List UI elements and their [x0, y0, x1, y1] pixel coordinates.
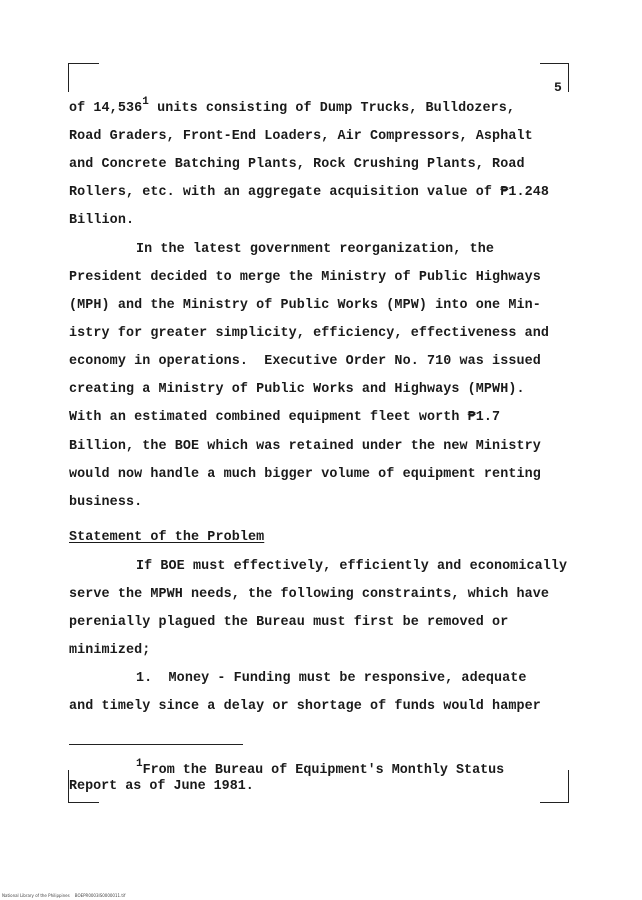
corner-mark-top-left — [68, 63, 99, 92]
text-line: istry for greater simplicity, efficiency, effectiveness and — [69, 326, 550, 341]
text-line: With an estimated combined equipment fleet worth ₱1.7 — [69, 410, 501, 425]
page-number: 5 — [554, 80, 562, 95]
text-line: perenially plagued the Bureau must first be removed or — [69, 615, 509, 630]
footnote-divider — [69, 744, 243, 745]
text-line: If BOE must effectively, efficiently and economically — [136, 559, 568, 574]
footnote-ref: 1 — [142, 95, 149, 108]
section-heading: Statement of the Problem — [69, 530, 265, 545]
corner-mark-bottom-right — [540, 770, 569, 803]
text-line: and timely since a delay or shortage of funds would hamper — [69, 699, 541, 714]
text-line: creating a Ministry of Public Works and Highways (MPWH). — [69, 382, 525, 397]
footnote-line: $^1$From the Bureau of Equipment's Monthly Status — [136, 757, 505, 778]
footnote-marker: 1 — [136, 757, 143, 770]
footnote-line: Report as of June 1981. — [69, 779, 254, 794]
text-line: Rollers, etc. with an aggregate acquisition value of ₱1.248 — [69, 185, 550, 200]
text-line: 1. Money - Funding must be responsive, adequate — [136, 671, 527, 686]
text-line: In the latest government reorganization, the — [136, 242, 494, 257]
text-line: business. — [69, 495, 143, 510]
text-line: and Concrete Batching Plants, Rock Crushing Plants, Road — [69, 157, 525, 172]
text-line: economy in operations. Executive Order No. 710 was issued — [69, 354, 541, 369]
text-line: Road Graders, Front-End Loaders, Air Compressors, Asphalt — [69, 129, 533, 144]
text-line: of 14,536$^1$ units consisting of Dump Trucks, Bulldozers, — [69, 95, 516, 116]
text-line: would now handle a much bigger volume of equipment renting — [69, 467, 541, 482]
text-line: President decided to merge the Ministry of Public Highways — [69, 270, 541, 285]
text-line: minimized; — [69, 643, 151, 658]
text-line: Billion, the BOE which was retained under the new Ministry — [69, 439, 541, 454]
text-line: serve the MPWH needs, the following constraints, which have — [69, 587, 550, 602]
archive-stamp: National Library of the Philippines BOEPR0003IS0000011.tif — [2, 893, 126, 898]
text-line: (MPH) and the Ministry of Public Works (MPW) into one Min- — [69, 298, 541, 313]
text-line: Billion. — [69, 213, 135, 228]
